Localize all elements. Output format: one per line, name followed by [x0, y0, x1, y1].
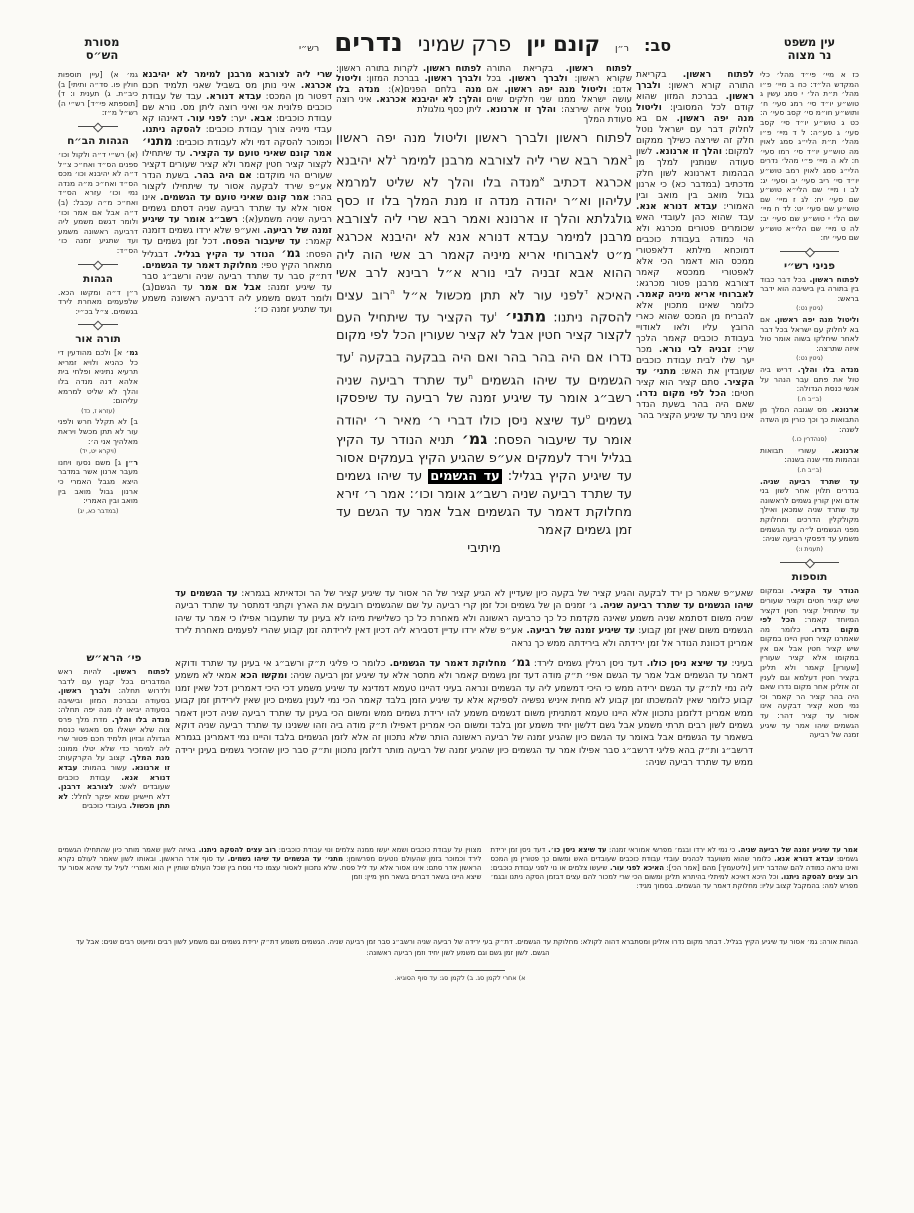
masoret-title-line1: מסורת — [84, 36, 120, 49]
ran-commentary-column: לפתוח ראשון. בקריאת התורה קורא ראשון: ולברך ראשון. בברכת המזון שהוא קודם לכל המסובין: וליטול מנה יפה ראשון. אם בא לחלוק דבר עם ישראל נוטל חלק זה שירצה כשילך ממקום למקום: והלך זו ארנונא. לשון סעודה שנותנין למלך מן הבהמות דארנונא לשון חלק מדכתיב (במדבר כא) כי ארנון גבול מואב בין מואב ובין האמורי: עבדא דנורא אנא. עבד שהוא כהן לעובדי האש שכומרים פטורים מכרגא ולא הוי כמודה בעבודת כוכבים דמוכחא מילתא דלאפטורי ממכס הוא דאמר הכי אלא לאפטורי ממכסא קאמר דצורבא מרבנן פטור מכרגא: לאברוחי אריא מיניה קאמר. כלומר שאינו מתכוין אלא להבריח מן המכס שהוא כארי הרובץ עליו ולאו לאודויי בעבודת כוכבים קאמר הלכך שרי: זבניה לבי נורא. מכר יער שלו לבית עבודת כוכבים שעובדין את האש: מתני׳ עד הקציר. סתם קציר הוא קציר חטים: הכל לפי מקום נדרו. שאם היה בהר בשעת הנדר אינו ניתר עד שיגיע הקציר בהר — [636, 70, 754, 421]
masoret-hashas-title — [60, 36, 144, 62]
final-notes-band — [58, 938, 858, 968]
right-margin-column — [760, 70, 859, 842]
rashi-wing-left: לפתוח ראשון. לקרות בתורה ראשון: ולברך ראשון. בברכת המזון: וליטול מנה בלחם הפנים(א): מנדה בלו והלך: לא יהיבנא אכרגא. איני רוצה ליתן כסף גולגולת — [336, 64, 482, 116]
masoret-title-line2: הש״ס — [85, 48, 119, 62]
gemara-text: לפתוח ראשון ולברך ראשון וליטול מנה יפה ראשון $^ב$אמר רבא שרי ליה לצורבא מרבנן למימר $^ג$לא יהיבנא אכרגא דכתיב $^א$מנדה בלו והלך לא שליט למרמא עליהון וא״ר יהודה מנדה זו מנת המלך בלו זו כסף גולגלתא והלך זו ארנונא ואמר רבא שרי ליה לצורבא מרבנן למימר עבדא דנורא אנא לא יהיבנא אכרגא מ״ט לאברוחי אריא מיניה קאמר רב אשי הוה ליה ההוא אבא זבניה לבי נורא א״ל רבינא לרב אשי האיכא $^ד$לפני עור לא תתן מכשול א״ל $^ה$רוב עצים להסקה ניתנו: מתני׳ $^ו$עד הקציר עד שיתחיל העם לקצור קציר חטין אבל לא קציר שעורין הכל לפי מקום נדרו אם היה בהר בהר ואם היה בבקעה בבקעה $^ז$עד הגשמים עד שיהו הגשמים $^ח$עד שתרד רביעה שניה רשב״ג אומר עד שיגיע זמנה של רביעה עד שיפסקו גשמים $^ט$עד שיצא ניסן כולו דברי ר׳ מאיר ר׳ יהודה אומר עד שיעבור הפסח: גמ׳ תניא הנודר עד הקיץ בגליל וירד לעמקים אע״פ שהגיע הקיץ בעמקים אסור עד שיגיע הקיץ בגליל: עד הגשמים עד שיהו גשמים עד שתרד רביעה שניה רשב״ג אומר וכו׳: אמר ר׳ זירא מחלוקת דאמר עד הגשמים אבל אמר עד הגשם עד זמן גשמים קאמר — [336, 131, 632, 539]
tosafot-title: תוספות — [791, 571, 828, 584]
rashi-column-label: רש״י — [298, 43, 320, 54]
section-divider-ornament — [70, 260, 126, 269]
footnote — [300, 970, 620, 996]
section-divider-ornament — [772, 558, 847, 567]
final-notes-line1: הגהות אורה: גמ׳ אסור עד שיגיע הקיץ בגליל. דבתר מקום נדרו אזלינן ומסתברא דהוה לקולא: מחלוקת עד הגשמים. דת״ק בעי ירידה של רביעה שניה ורשב״ג סבר זמן רביעה שניה. הגשמים משמע דת״ק ירידת גשמים וגם משמע לשון רבים ומיעוט רבים שנים: אבל עד — [75, 938, 858, 946]
rashi-commentary-column: שרי ליה לצורבא מרבנן למימר לא יהיבנא אכרגא. איני נותן מס בשביל שאני תלמיד חכם דפטור מן המכס: עבדא דנורא. עבד של עבודת כוכבים פלונית אני ואיני רוצה ליתן מס. נורא שם עבודת כוכבים: אבא. יער: לפני עור. דאינהו קא עבדי מיניה צורך עבודת כוכבים: להסקה ניתנו. וכמוכר להסקה דמי ולא לעבודת כוכבים: מתני׳ אמר קונם שאיני טועם עד הקציר. עד שיתחילו לקצור קציר חטין קאמר ולא קציר שעורים דקציר שעורים הוי מוקדם: אם היה בהר. בשעת הנדר אע״פ שירד לבקעה אסור עד שיתחילו לקצור בהר: אמר קונם שאיני טועם עד הגשמים. אינו אסור אלא עד שתרד רביעה שניה דסתם גשמים רביעה שניה משמע(א): רשב״ג אומר עד שיגיע זמנה של רביעה. ואע״פ שלא ירדו גשמים דזמנה קאמר: עד שיעבור הפסח. דכל זמן גשמים עד הפסח: גמ׳ הנודר עד הקיץ בגליל. דבגליל מתאחר הקיץ טפי: מחלוקת דאמר עד הגשמים. דת״ק סבר עד שתרד רביעה שניה ורשב״ג סבר עד שיגיע זמנה: אבל אם אמר עד הגשם(ב) ולומר דגשם משמע ליה דרביעה ראשונה משמע ועד שתגיע זמנה כו׳: — [142, 70, 332, 315]
section-divider-ornament — [70, 320, 126, 329]
pninei-rashi-title: פניני רש״י — [783, 259, 836, 272]
rashi-top-band — [336, 64, 632, 126]
ran-lower-band: בעיני: עד שיצא ניסן כולו. דעד ניסן רגילין גשמים לירד: גמ׳ מחלוקת דאמר עד הגשמים. כלומר כי פליגי ת״ק ורשב״ג אי בעינן עד שתרד ודוקא דאמר עד הגשמים אבל אמר עד הגשם אפי׳ ת״ק מודה דעד זמן גשמים קאמר ולא מתסר אלא עד שיגיע זמן רביעה שניה: ומקשו הכא אמאי לא משמע ליה נמי לת״ק עד הגשם ירידה ממש כי היכי דמשמע ליה עד הגשמים ונראה בעיני דהיינו טעמא דמדינא עד שיגיע משמע דכי היכי דאמרינן דכל שאין זמנו קבוע כלומר שאין להמשכתו זמן קבוע לא מחית איניש נפשיה לספיקא אלא עד שיגיע הזמן בלבד קאמר הכי נמי לענין גשמים כיון שאין לירידתן זמן קבוע ממש אמרינן דלזמנן נתכוון אלא היינו טעמא דמתניתין משום דגשמים משמע להו ירידת גשמים ממש ומשום הכי בעינן עד שתרד רביעה שניה דכיון דאמר גשמים לשון רבים תרתי משמע אבל גשם דלשון יחיד משמע זמן בלבד ומשום הכי אמרינן דאפילו ת״ק מודה ביה וזהו ששנינו עד שתרד רביעה שניה דוקא בשאמר עד הגשמים אבל באומר עד הגשם כיון שהגיע זמנה של רביעה ראשונה הותר שלא נתכוון זה אלא לזמן הגשמים בלבד והיינו נמי דאמרינן בגמרא דרשב״ג ות״ק בהא פליגי דרשב״ג סבר אפילו אמר עד הגשמים כיון שהגיע זמנה של רביעה מותר דלזמן נתכוון ות״ק סבר כיון שהזכיר גשמים בעינן ירידה ממש עד שתרד רביעה שניה: — [175, 656, 753, 769]
section-divider-ornament — [70, 122, 126, 131]
ran-continuation-band: שאע״פ שאמר כן ירד לבקעה והגיע קציר של בקעה כיון שעדיין לא הגיע קציר של הר אסור עד שיגיע קציר של הר וכדאיתא בגמרא: עד הגשמים עד שיהו הגשמים עד שתרד רביעה שניה. ג׳ זמנים הן של גשמים וכל זמן קרי רביעה על שם שהגשמים רובעים את הארץ וקתני דמתסר עד שתרד רביעה שניה משום דסתמא שניה משמע שאינה מקדמת כל כך כרביעה ראשונה ולא מאחרת כל כך כשלישית מיהו לא בעינן עד שתעבור אפילו כי אמר עד שיהו הגשמים משום שאין זמן קבוע: עד שיגיע זמנה של רביעה. אע״פ שלא ירדו עדיין דסבירא ליה דכיון דאין לירידתה זמן קבוע שהרי לפעמים מאחרת לירד אמרינן דכוונת הנודר אל זמן ירידתה ולא בירידתה ממש כך נראה — [175, 589, 753, 649]
rosh-title: פי׳ הרא״ש — [86, 652, 142, 664]
hagahot-bach-title: הגהות הב״ח — [67, 134, 129, 147]
lower-two-column-band — [58, 846, 858, 936]
masechet-name: נדרים — [334, 28, 403, 58]
tosafot-text: הנודר עד הקציר. ובמקום שיש קציר חטים וקציר שעורים עד שיתחיל קציר חטין דקציר המיוחד קאמר: הכל לפי מקום נדרו. כלומר מה שאמרנו קציר חטין היינו במקום שיש קציר חטין אבל אם אין במקומו אלא קציר שעורין [שעורין] קאמר ולא תלינן בקציר חטין דעלמא וגם לענין זה אזלינן אחר מקום נדרו שאם היה בהר קציר הר קאמר וכי נמי מטא קציר דבקעה אינו אסור עד קציר דהר: עד הגשמים שיהו אמר עד שיגיע זמנה של רביעה — [760, 586, 859, 740]
footnote-rule — [415, 970, 505, 971]
ein-mishpat-title — [760, 36, 859, 62]
pninei-rashi-text: לפתוח ראשון. בכל דבר כבוד בין בתורה בין בישיבה הוא ידבר בראש: (גיטין נט:) וליטול מנה יפה ראשון. אם בא לחלוק עם ישראל בכל דבר לאחר שיחלקו בשוה אומר טול איזה שתרצה: (גיטין נט:) מנדה בלו והלך. דריש ביה טול את פתם עבר הנהר על אנשי כנסת הגדולה: (ב״ב ח.) ארנונא. מס שגובה המלך מן התבואות כך וכך כורין מן השדה לשנה: (סנהדרין כו.) ארנונא. עשורי תבואות ובהמות מדי שנה בשנה: (ב״ב ח.) עד שתרד רביעה שניה. בנדרים תלוין אחר לשון בני אדם ואין קורין גשמים לראשונה עד שתרד שניה שמכאן ואילך מקולקלין הדרכים ומחלוקת מפני הגשמים ל״ה עד הגשמים משמע עד דפסקי רביעה שניה: (תענית ו:) — [760, 274, 859, 553]
ein-title-line1: עין משפט — [783, 36, 836, 49]
ein-mishpat-text: כז א מיי׳ פי״ד מהל׳ כלי המקדש הל״ד: כח ב מיי׳ פ״ו מהל׳ ת״ת הל׳ י סמג עשין ג טוש״ע יו״ד סי׳ רמג סעי׳ ח׳ ותוש״ע חו״מ סי׳ קסב סעי׳ ה: כט ג טוש״ע יו״ד סי׳ קסב סעי׳ ג סע״ה: ל ד מיי׳ פ״ו מהל׳ ת״ת הלי״ג סמג לאוין מה טוש״ע יו״ד סי׳ רמו סעי׳ ח: לא ה מיי׳ פ״י מהל׳ נדרים הלי״ג סמג לאוין רמב טוש״ע יו״ד סי׳ ריב סעי׳ יב וסעי׳ יג: לב ו מיי׳ שם הלי״א טוש״ע שם סעי׳ יח: לג ז מיי׳ שם טוש״ע שם סעי׳ יט: לד ח מיי׳ שם הל׳ י טוש״ע שם סעי׳ יב: לה ט מיי׳ שם הלי״א טוש״ע שם סעי׳ יח: — [760, 70, 859, 243]
gemara-last-word: מיתיבי — [467, 541, 501, 557]
gemara-block — [336, 130, 632, 586]
perek-number: פרק שמיני — [417, 32, 512, 56]
rosh-commentary-column — [58, 650, 170, 842]
rashi-wing-right: לפתוח ראשון. בקריאת התורה שקורא ראשון: ולברך ראשון. בכל אדם: וליטול מנה יפה ראשון. אם עושה ישראל ממנו שני חלקים שוים נוטל איזה שירצה: והלך זו ארנונא. סעודת המלך — [486, 64, 632, 126]
masoret-hashas-text: גמ׳ א) [עיין תוספות חולין פו. סד״ה ותיתי] ב) כיב״ת. ג) תענית ו: ד) [תוספתא פי״ד] רש״י ה) רש״ל מ״ז: — [58, 70, 138, 118]
perek-name: קונם יין — [526, 32, 600, 56]
daf-number: סב: — [644, 36, 672, 55]
section-divider-ornament — [772, 247, 847, 256]
hagahot-text: ר״ן ד״ה ומקשו הכא. שלפעמים מאחרת לירד בגשמים. צ״ל בכ״י: — [58, 287, 138, 316]
ran-column-label: ר״ן — [614, 43, 630, 54]
left-margin-column — [58, 70, 138, 586]
ein-title-line2: נר מצוה — [787, 48, 832, 62]
hagahot-title: הגהות — [83, 272, 113, 285]
hagahot-bach-text: (א) רש״י ד״ה ולקול וכו׳ ספנים הס״ד ואח״כ צ״ל ד״ה לא יהיבנא וכו׳ מכס הס״ד ואח״כ מ״ה מנדה נמי וכו׳ עזרא הס״ד ואח״כ מ״ה עכבל: (ב) ד״ה אבל אם אמר וכו׳ ולומר דגשם משמע ליה דרביעה ראשונה משמע ועד שתגיע זמנה כו׳ הס״ד: — [58, 149, 138, 255]
torah-or-text: גמ׳ א] ולכם מהודעין די כל כהניא ולויא זמריא תרעיא נתיניא ופלחי בית אלהא דנה מנדה בלו והלך לא שליט למרמא עליהום: (עזרא ז, כד) ב] לא תקלל חרש ולפני עור לא תתן מכשל ויראת מאלהיך אני ה׳: (ויקרא יט, יד) ר״ן ג] משם נסעו ויחנו מעבר ארנון אשר במדבר היצא מגבל האמרי כי ארנון גבול מואב בין מואב ובין האמרי: (במדבר כא, יג) — [58, 348, 138, 515]
lower-band-left-column: מצווין על עבודת כוכבים ושמא יעשו ממנה צלמים ונוי עבודת כוכבים: רוב עצים להסקה ניתנו. באיזה לשון שאמר מותר כיון שהתחילו הגשמים לירד וכמוכר בזמן שהעולם נוטעים מפרשומן: מתני׳ עד הגשמים עד שיהו גשמים. עד סוף אדר הראשון. ובאותו לשון שאמר לעולם נקרא הראשון אדר סתם: אינו אסור אלא עד ליל פסח. שלא נתכוון לאסור עצמו כדי נוסח בין שכל העולם שותין יין הוא ואמרי׳ לעיל עד שיהא אסור עד שיצא היינו בשאר דברים בשאר חוץ מיין: וזמן — [58, 846, 482, 881]
rosh-text: לפתוח ראשון. להיות ראש המדברים בכל קבוץ עם לדבר ולדרוש תחלה: ולברך ראשון. בסעודה ובברכת המזון ובישיבה בסעודה יביאו לו מנה יפה תחלה: מנדה בלו והלך. מדת מלך פרס צוה שלא ישאלו מס מאנשי כנסת הגדולה ובזיון תלמיד חכם פטור שרי ליה למימר כדי שלא יטלו ממונו: מנת המלך. קצוב על הקרקעות: זו ארנונא. עשור בהמות: עבדא דנורא אנא. עבודת כוכבים שעובדים לאש: לצורבא דרבנן. דלא חיישינן שמא יפקר לחלל: לא תתן מכשול. בעובדי כוכבים — [58, 667, 170, 811]
torah-or-title: תורה אור — [75, 333, 121, 346]
footnote-text: א) אחרי לקמן סג. ב) לקמן סג: עד סוף הסוגיא. — [394, 974, 526, 982]
page-header — [230, 28, 740, 58]
lower-band-right-column: אמר עד שיגיע זמנה של רביעה שניה. כי נמי לא ירדו ובגמ׳ מפרשי אמוראי זמנה: עד שיצא ניסן כו׳. דעד ניסן זמן ירידת גשמים: עבדא דנורא אנא. כלומר שהוא משועבד לכהנים עובדי עבודת כוכבים שעובדים האש ומשום כך פטורין מן המכס ואינו נראה כמודה להם שהדבר ידוע [וליטעמיך] מהם [אמר הכי]: האיכא לפני עור. שיעשו צלמים או נוי לפני עבודת כוכבים: רוב עצים להסקה ניתנו. וכל היכא דאיכא למיתלי בהיתרא תלינן ומשום הכי שרי למכור להם עצים דבזמן הסקה ניתנו ובגמ׳ מפרש למה: בהמקבל קצוב עליו: מחלוקת דאמר עד הגשמים. בסמוך מגיד: — [490, 846, 858, 890]
final-notes-line2: הגשם. לשון זמן גשם וגם משמע לשון יחיד וזמן רביעה ראשונה: — [366, 948, 550, 957]
